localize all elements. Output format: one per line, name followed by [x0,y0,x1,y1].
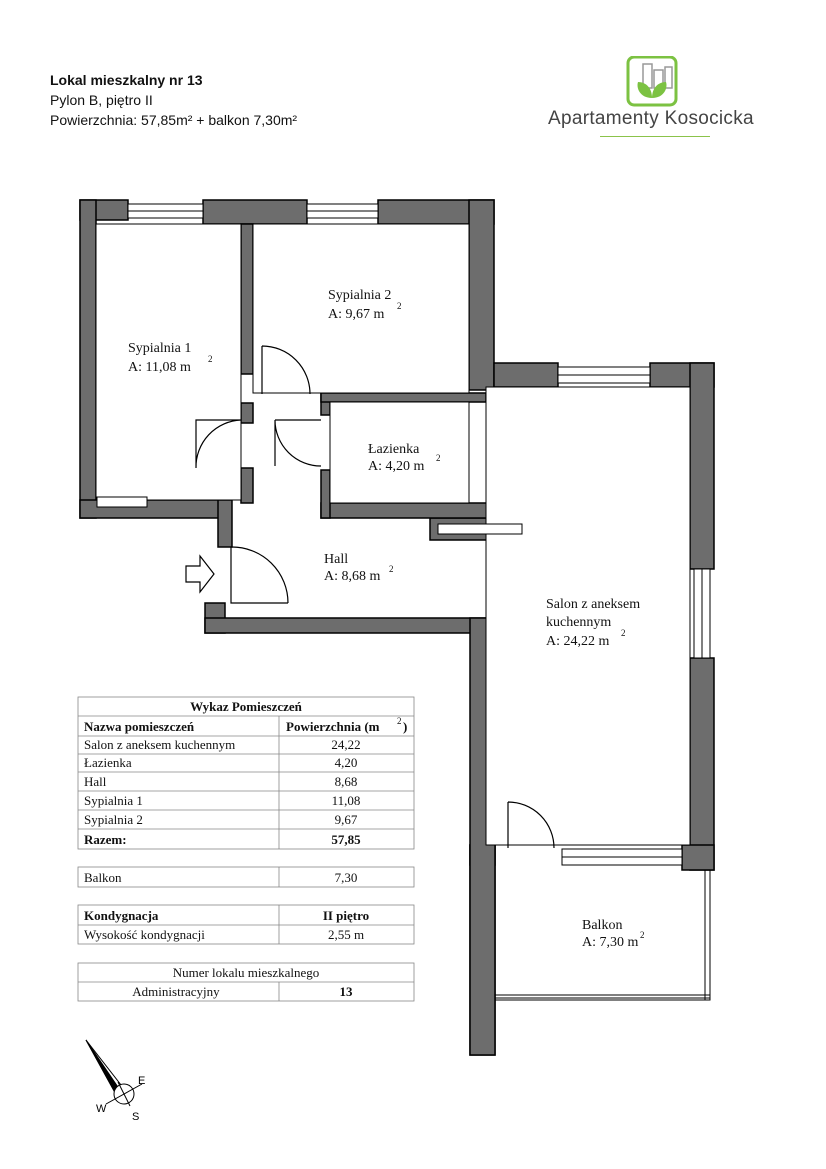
brand-name: Apartamenty Kosocicka [548,108,754,129]
table-row-name: Sypialnia 2 [84,812,143,827]
table-row-value: 4,20 [334,755,358,770]
apartment-title: Lokal mieszkalny nr 13 [50,72,203,88]
table-numer-title: Numer lokalu mieszkalnego [172,965,320,980]
table-row-value: 8,68 [334,774,358,789]
entrance-arrow-icon [186,556,214,592]
table-title: Wykaz Pomieszczeń [190,699,302,714]
table-col1-header: Nazwa pomieszczeń [84,719,195,734]
room-area-salon: A: 24,22 m [546,634,610,649]
table-row-value: 24,22 [331,737,361,752]
room-area-hall: A: 8,68 m [324,569,381,584]
table-total-label: Razem: [84,832,127,847]
table-col2-sup: 2 [397,716,402,726]
sup-5: 2 [621,628,626,638]
table-total-value: 57,85 [331,832,361,847]
apartment-location: Pylon B, piętro II [50,92,153,108]
table-height-value: 2,55 m [327,927,365,942]
sup-6: 2 [640,930,645,940]
sup-1: 2 [208,354,213,364]
table-admin-value: 13 [339,984,353,999]
table-row-name: Łazienka [84,755,132,770]
room-name-salon-2: kuchennym [546,615,612,630]
room-area-lazienka: A: 4,20 m [368,459,425,474]
apartment-area: Powierzchnia: 57,85m² + balkon 7,30m² [50,112,298,128]
table-kond-label: Kondygnacja [84,908,159,923]
sup-4: 2 [389,564,394,574]
room-area-sypialnia1: A: 11,08 m [128,360,191,375]
table-balkon-value: 7,30 [334,870,358,885]
room-area-sypialnia2: A: 9,67 m [328,307,385,322]
table-row-name: Sypialnia 1 [84,793,143,808]
room-name-sypialnia2: Sypialnia 2 [328,288,392,303]
table-height-label: Wysokość kondygnacji [84,927,205,942]
table-admin-label: Administracyjny [132,984,220,999]
compass-icon [86,1040,145,1123]
compass-s: S [132,1111,140,1123]
table-col2-header: Powierzchnia (m [286,719,380,734]
table-row-name: Salon z aneksem kuchennym [84,737,236,752]
table-col2-end: ) [403,719,408,734]
room-name-sypialnia1: Sypialnia 1 [128,341,192,356]
room-name-balkon: Balkon [582,918,623,933]
compass-w: W [96,1103,107,1115]
room-name-salon-1: Salon z aneksem [546,597,641,612]
room-name-lazienka: Łazienka [368,442,420,457]
compass-e: E [138,1075,146,1087]
table-kond-value: II piętro [322,908,370,923]
table-row-value: 9,67 [334,812,358,827]
table-balkon-label: Balkon [84,870,122,885]
sup-3: 2 [436,453,441,463]
room-name-hall: Hall [324,552,349,567]
table-row-name: Hall [84,774,107,789]
table-row-value: 11,08 [331,793,361,808]
sup-2: 2 [397,301,402,311]
room-area-balkon: A: 7,30 m [582,935,639,950]
